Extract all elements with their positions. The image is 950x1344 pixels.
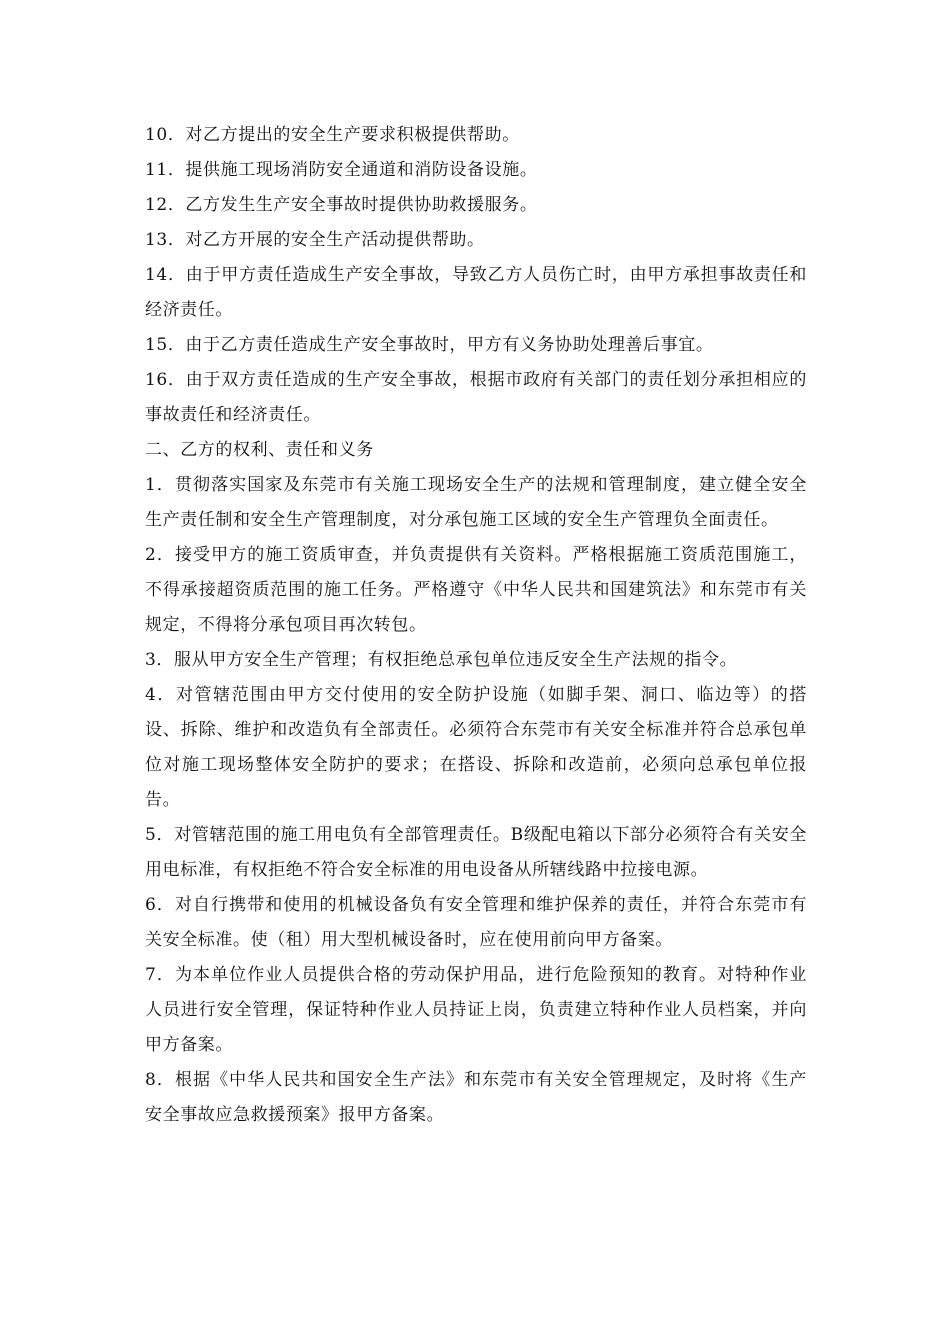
paragraph-item-10: 10．对乙方提出的安全生产要求积极提供帮助。 xyxy=(145,125,520,145)
paragraph-item-14: 14．由于甲方责任造成生产安全事故，导致乙方人员伤亡时，由甲方承担事故责任和经济责任。 xyxy=(145,265,807,320)
paragraph-item-11: 11．提供施工现场消防安全通道和消防设备设施。 xyxy=(145,160,538,180)
paragraph-item-6: 6．对自行携带和使用的机械设备负有安全管理和维护保养的责任，并符合东莞市有关安全标准。使（租）用大型机械设备时，应在使用前向甲方备案。 xyxy=(145,895,807,950)
paragraph-item-13: 13．对乙方开展的安全生产活动提供帮助。 xyxy=(145,230,485,250)
paragraph-item-1: 1．贯彻落实国家及东莞市有关施工现场安全生产的法规和管理制度，建立健全安全生产责任制和安全生产管理制度，对分承包施工区域的安全生产管理负全面责任。 xyxy=(145,475,807,530)
section-heading: 二、乙方的权利、责任和义务 xyxy=(145,440,374,460)
paragraph-item-4: 4．对管辖范围由甲方交付使用的安全防护设施（如脚手架、洞口、临边等）的搭设、拆除、维护和改造负有全部责任。必须符合东莞市有关安全标准并符合总承包单位对施工现场整体安全防护的要求；在搭设、拆除和改造前，必须向总承包单位报告。 xyxy=(145,685,807,810)
paragraph-item-15: 15．由于乙方责任造成生产安全事故时，甲方有义务协助处理善后事宜。 xyxy=(145,335,714,355)
document-body xyxy=(145,118,807,1133)
paragraph-item-12: 12．乙方发生生产安全事故时提供协助救援服务。 xyxy=(145,195,538,215)
paragraph-item-2: 2．接受甲方的施工资质审查，并负责提供有关资料。严格根据施工资质范围施工，不得承接超资质范围的施工任务。严格遵守《中华人民共和国建筑法》和东莞市有关规定，不得将分承包项目再次转包。 xyxy=(145,545,807,635)
paragraph-item-8: 8．根据《中华人民共和国安全生产法》和东莞市有关安全管理规定，及时将《生产安全事故应急救援预案》报甲方备案。 xyxy=(145,1070,807,1125)
paragraph-item-16: 16．由于双方责任造成的生产安全事故，根据市政府有关部门的责任划分承担相应的事故责任和经济责任。 xyxy=(145,370,807,425)
paragraph-item-3: 3．服从甲方安全生产管理；有权拒绝总承包单位违反安全生产法规的指令。 xyxy=(145,650,738,670)
paragraph-item-5: 5．对管辖范围的施工用电负有全部管理责任。B级配电箱以下部分必须符合有关安全用电标准，有权拒绝不符合安全标准的用电设备从所辖线路中拉接电源。 xyxy=(145,825,807,880)
paragraph-item-7: 7．为本单位作业人员提供合格的劳动保护用品，进行危险预知的教育。对特种作业人员进行安全管理，保证特种作业人员持证上岗，负责建立特种作业人员档案，并向甲方备案。 xyxy=(145,965,807,1055)
